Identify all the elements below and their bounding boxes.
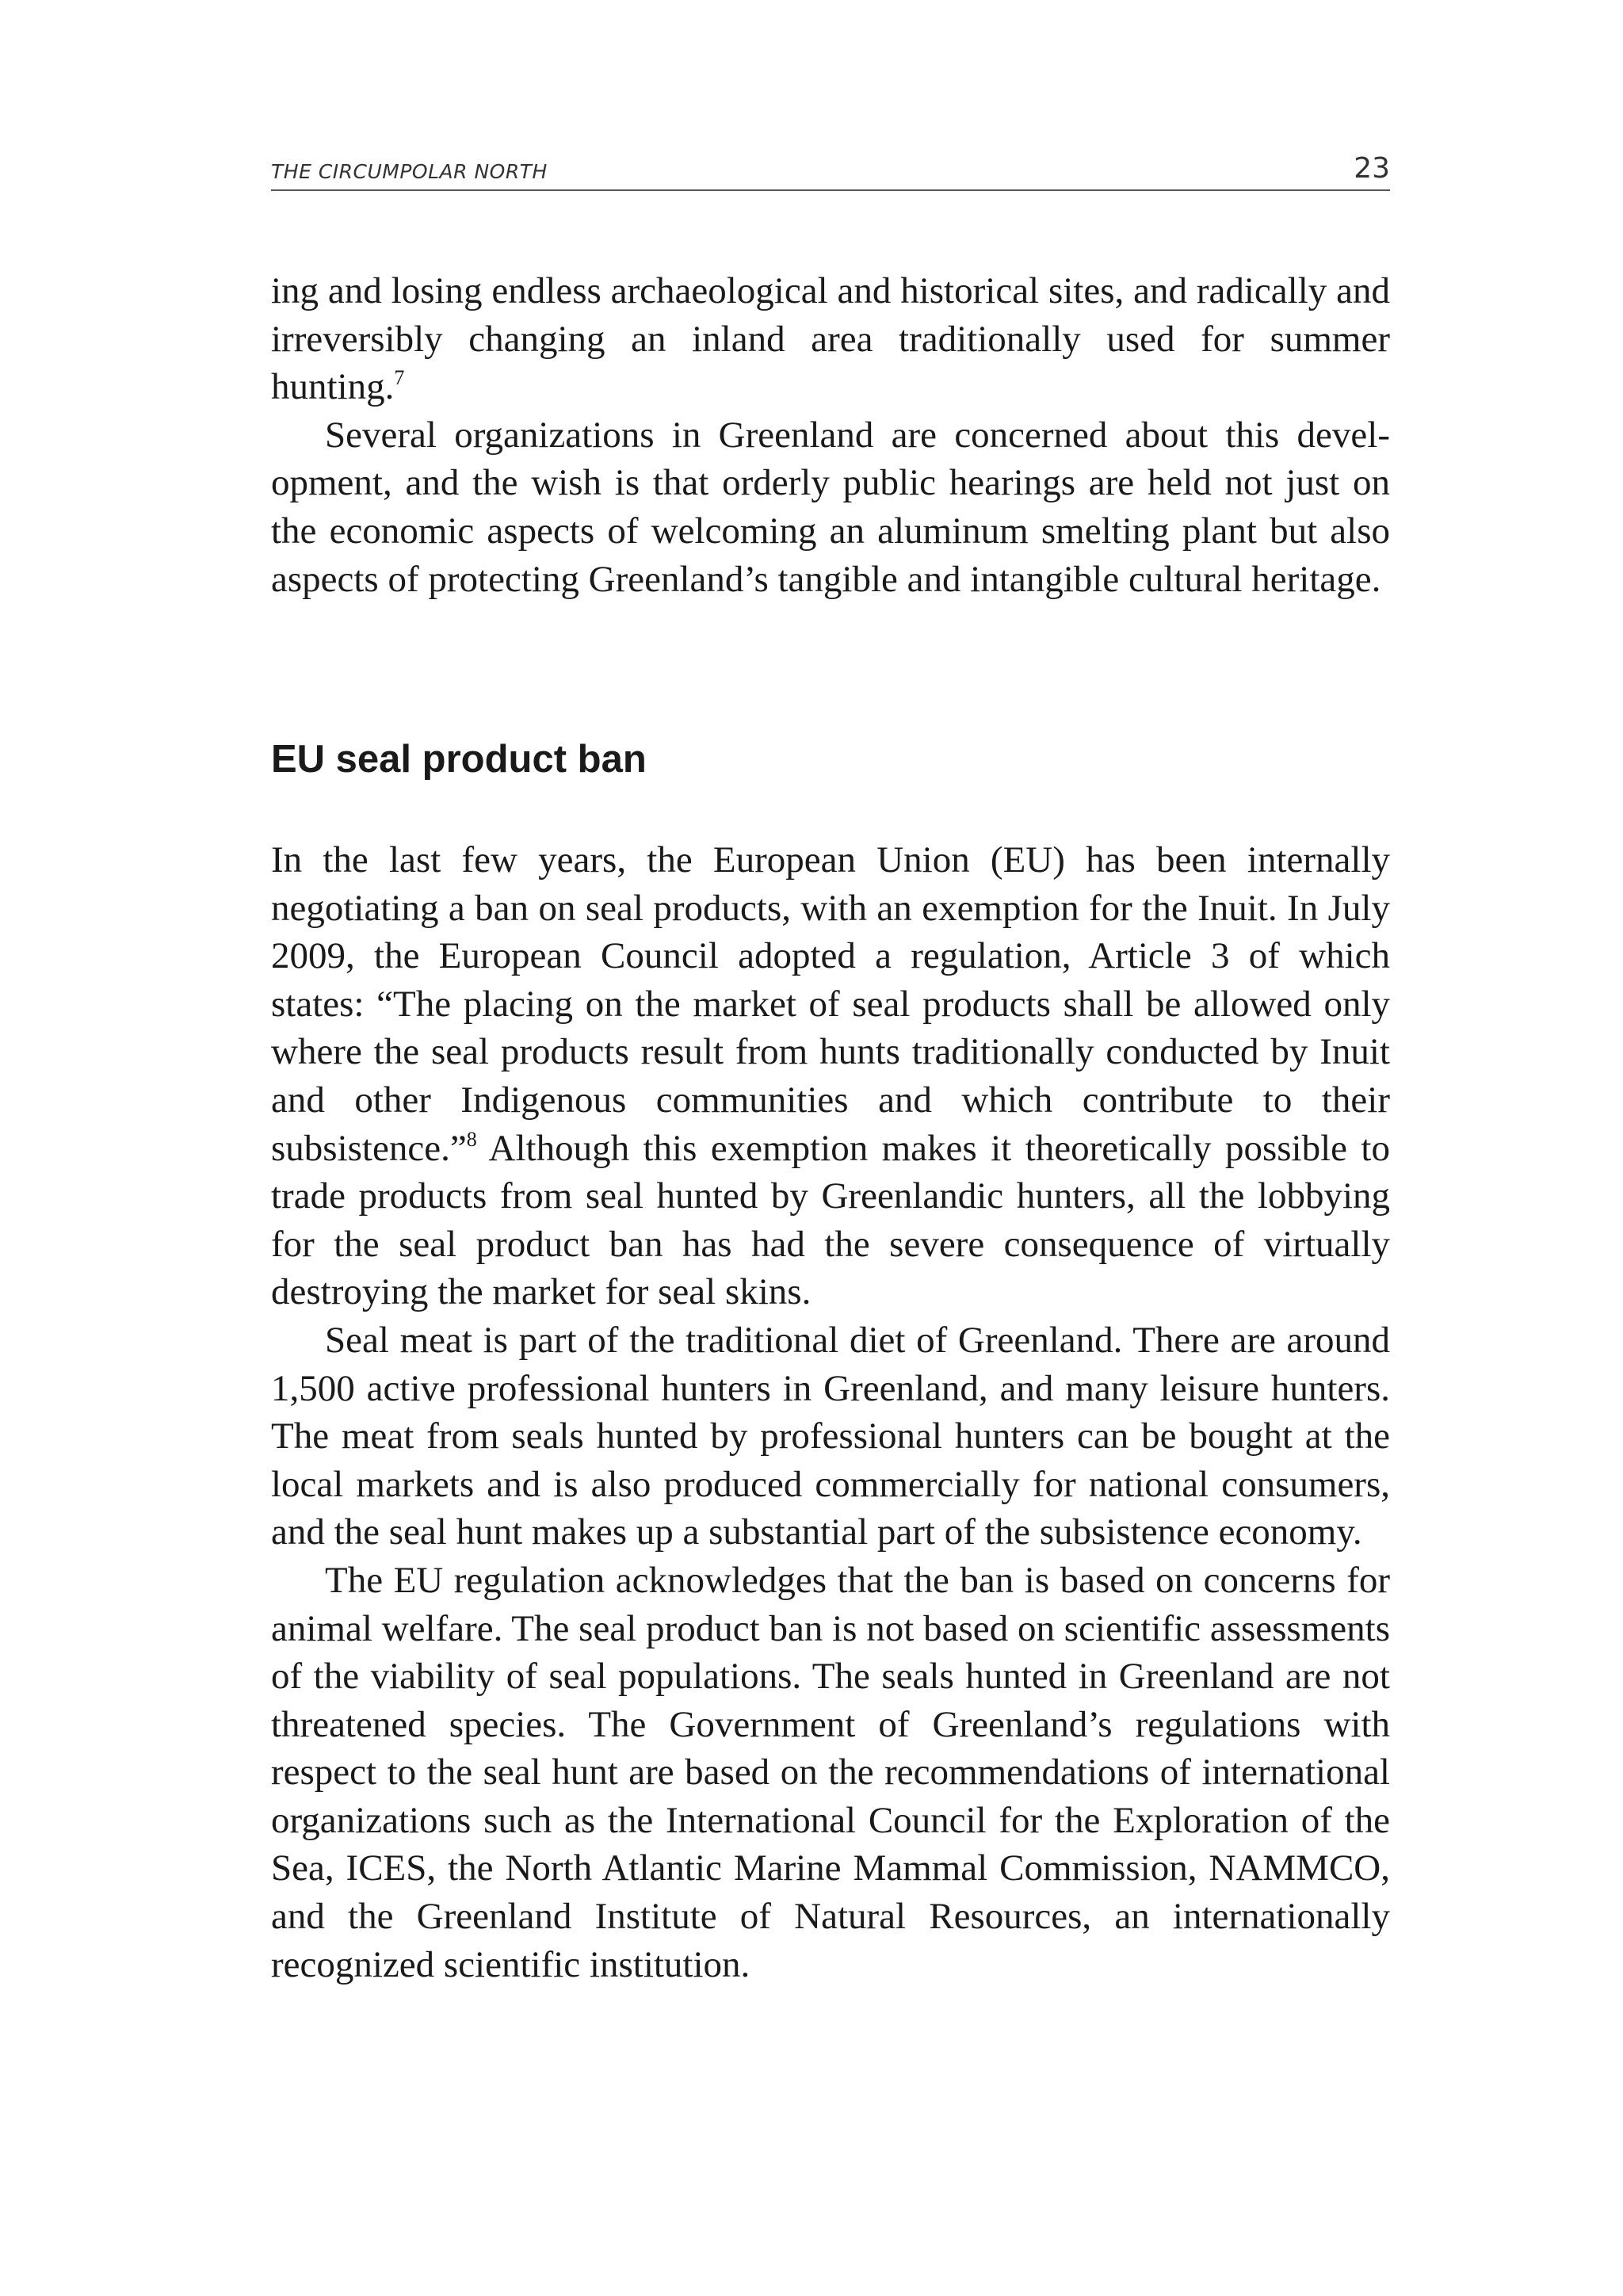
intro-paragraph-2: Several organizations in Greenland are concerned about this development, and the wish is that orderly public hearings are held not just on the economic aspects of welcoming an aluminum smelting plant but also aspects of protecting Greenland’s tangible and intangible cultural heritage. [271,414,1390,600]
section-heading: EU seal product ban [271,738,647,781]
footnote-ref-7: 7 [394,366,405,390]
footnote-ref-8: 8 [466,1127,477,1151]
section-paragraph-1 [271,836,1390,1316]
section-paragraph-3: The EU regulation acknowledges that the ban is based on concerns for animal welfare. The seal product ban is not based on scientific assessments of the viability of seal populations. The seals hunted in Greenland are not threatened species. The Government of Greenland’s regulations with respect to the seal hunt are based on the recommendations of international organizations such as the International Council for the Exploration of the Sea, ICES, the North Atlantic Marine Mammal Commission, NAMMCO, and the Greenland Institute of Natural Resources, an internationally recognized scientific institution. [271,1559,1390,1985]
section-paragraph-1-text-b: Although this exemption makes it theoretically possible to trade products from seal hunted by Greenlandic hunters, all the lobbying for the seal product ban has had the severe consequence of virtually destroying the market for seal skins. [271,1127,1390,1313]
page-number: 23 [1354,152,1390,185]
section-paragraph-2: Seal meat is part of the traditional diet of Greenland. There are around 1,500 active professional hunters in Greenland, and many leisure hunters. The meat from seals hunted by professional hunters can be bought at the local markets and is also produced commercially for national consumers, and the seal hunt makes up a substantial part of the subsistence economy. [271,1319,1390,1553]
intro-paragraph-1-text: ing and losing endless archaeological and historical sites, and radically and irreversibly changing an inland area traditionally used for summer hunting. [271,270,1390,408]
intro-text [271,267,1390,603]
intro-paragraph-1 [271,267,1390,411]
section-paragraph-1-text-a: In the last few years, the European Union (EU) has been internally negotiating a ban on seal products, with an exemption for the Inuit. In July 2009, the European Council adopted a regulation, Article 3 of which states: “The placing on the market of seal products shall be allowed only where the seal products result from hunts traditionally conducted by Inuit and other Indigenous communities and which contribute to their subsistence.” [271,839,1390,1169]
section-body [271,836,1390,1988]
running-head: THE CIRCUMPOLAR NORTH [271,160,548,183]
page-header [271,153,1390,191]
